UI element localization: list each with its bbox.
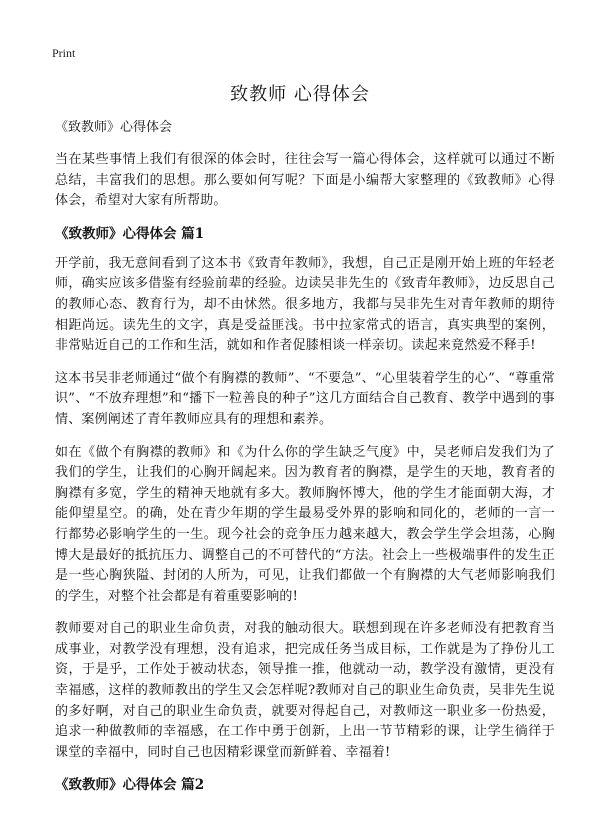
print-link[interactable]: Print: [52, 46, 76, 60]
section1-paragraph-2: 这本书吴非老师通过“做个有胸襟的教师”、“不要急”、“心里装着学生的心”、“尊重常识”、“不放弃理想”和“播下一粒善良的种子”这几方面结合自己教育、教学中遇到的事情、案例阐述了青年教师应具有的理想和素养。: [55, 370, 555, 427]
intro-paragraph: 当在某些事情上我们有很深的体会时，往往会写一篇心得体会，这样就可以通过不断总结，丰富我们的思想。那么要如何写呢？下面是小编帮大家整理的《致教师》心得体会，希望对大家有所帮助。: [55, 152, 555, 209]
section1-paragraph-4: 教师要对自己的职业生命负责，对我的触动很大。联想到现在许多老师没有把教育当成事业，对教学没有理想，没有追求，把完成任务当成目标，工作就是为了挣份儿工资，于是乎，工作处于被动状态，领导推一推，他就动一动，教学没有激情，更没有幸福感，这样的教师教出的学生又会怎样呢?教师对自己的职业生命负责，吴非先生说的多好啊，对自己的职业生命负责，就要对得起自己，对教师这一职业多一份热爱，追求一种做教师的幸福感，在工作中勇于创新，上出一节节精彩的课，让学生徜徉于课堂的幸福中，同时自己也因精彩课堂而新鲜着、幸福着!: [55, 621, 555, 760]
section1-paragraph-3: 如在《做个有胸襟的教师》和《为什么你的学生缺乏气度》中，吴老师启发我们为了我们的学生，让我们的心胸开阔起来。因为教育者的胸襟，是学生的天地，教育者的胸襟有多宽，学生的精神天地就有多大。教师胸怀博大，他的学生才能面朝大海，才能仰望星空。的确，处在青少年期的学生最易受外界的影响和同化的，老师的一言一行都势必影响学生的一生。现今社会的竞争压力越来越大，教会学生学会坦荡，心胸博大是最好的抵抗压力、调整自己的不可替代的“方法。社会上一些极端事件的发生正是一些心胸狭隘、封闭的人所为，可见，让我们都做一个有胸襟的大气老师影响我们的学生，对整个社会都是有着重要影响的!: [55, 444, 555, 604]
section-heading-2: 《致教师》心得体会 篇2: [55, 777, 205, 794]
document-subtitle: 《致教师》心得体会: [55, 120, 173, 135]
section1-paragraph-1: 开学前，我无意间看到了这本书《致青年教师》，我想，自己正是刚开始上班的年轻老师，确实应该多借鉴有经验前辈的经验。边读吴非先生的《致青年教师》，边反思自己的教师心态、教育行为，却不由怵然。很多地方，我都与吴非先生对青年教师的期待相距尚远。读先生的文字，真是受益匪浅。书中拉家常式的语言，真实典型的案例，非常贴近自己的工作和生活，就如和作者促膝相谈一样亲切。读起来竟然爱不释手!: [55, 255, 555, 354]
document-body: [55, 118, 555, 805]
section-heading-1: 《致教师》心得体会 篇1: [55, 225, 205, 242]
page-title: 致教师 心得体会: [230, 84, 370, 105]
